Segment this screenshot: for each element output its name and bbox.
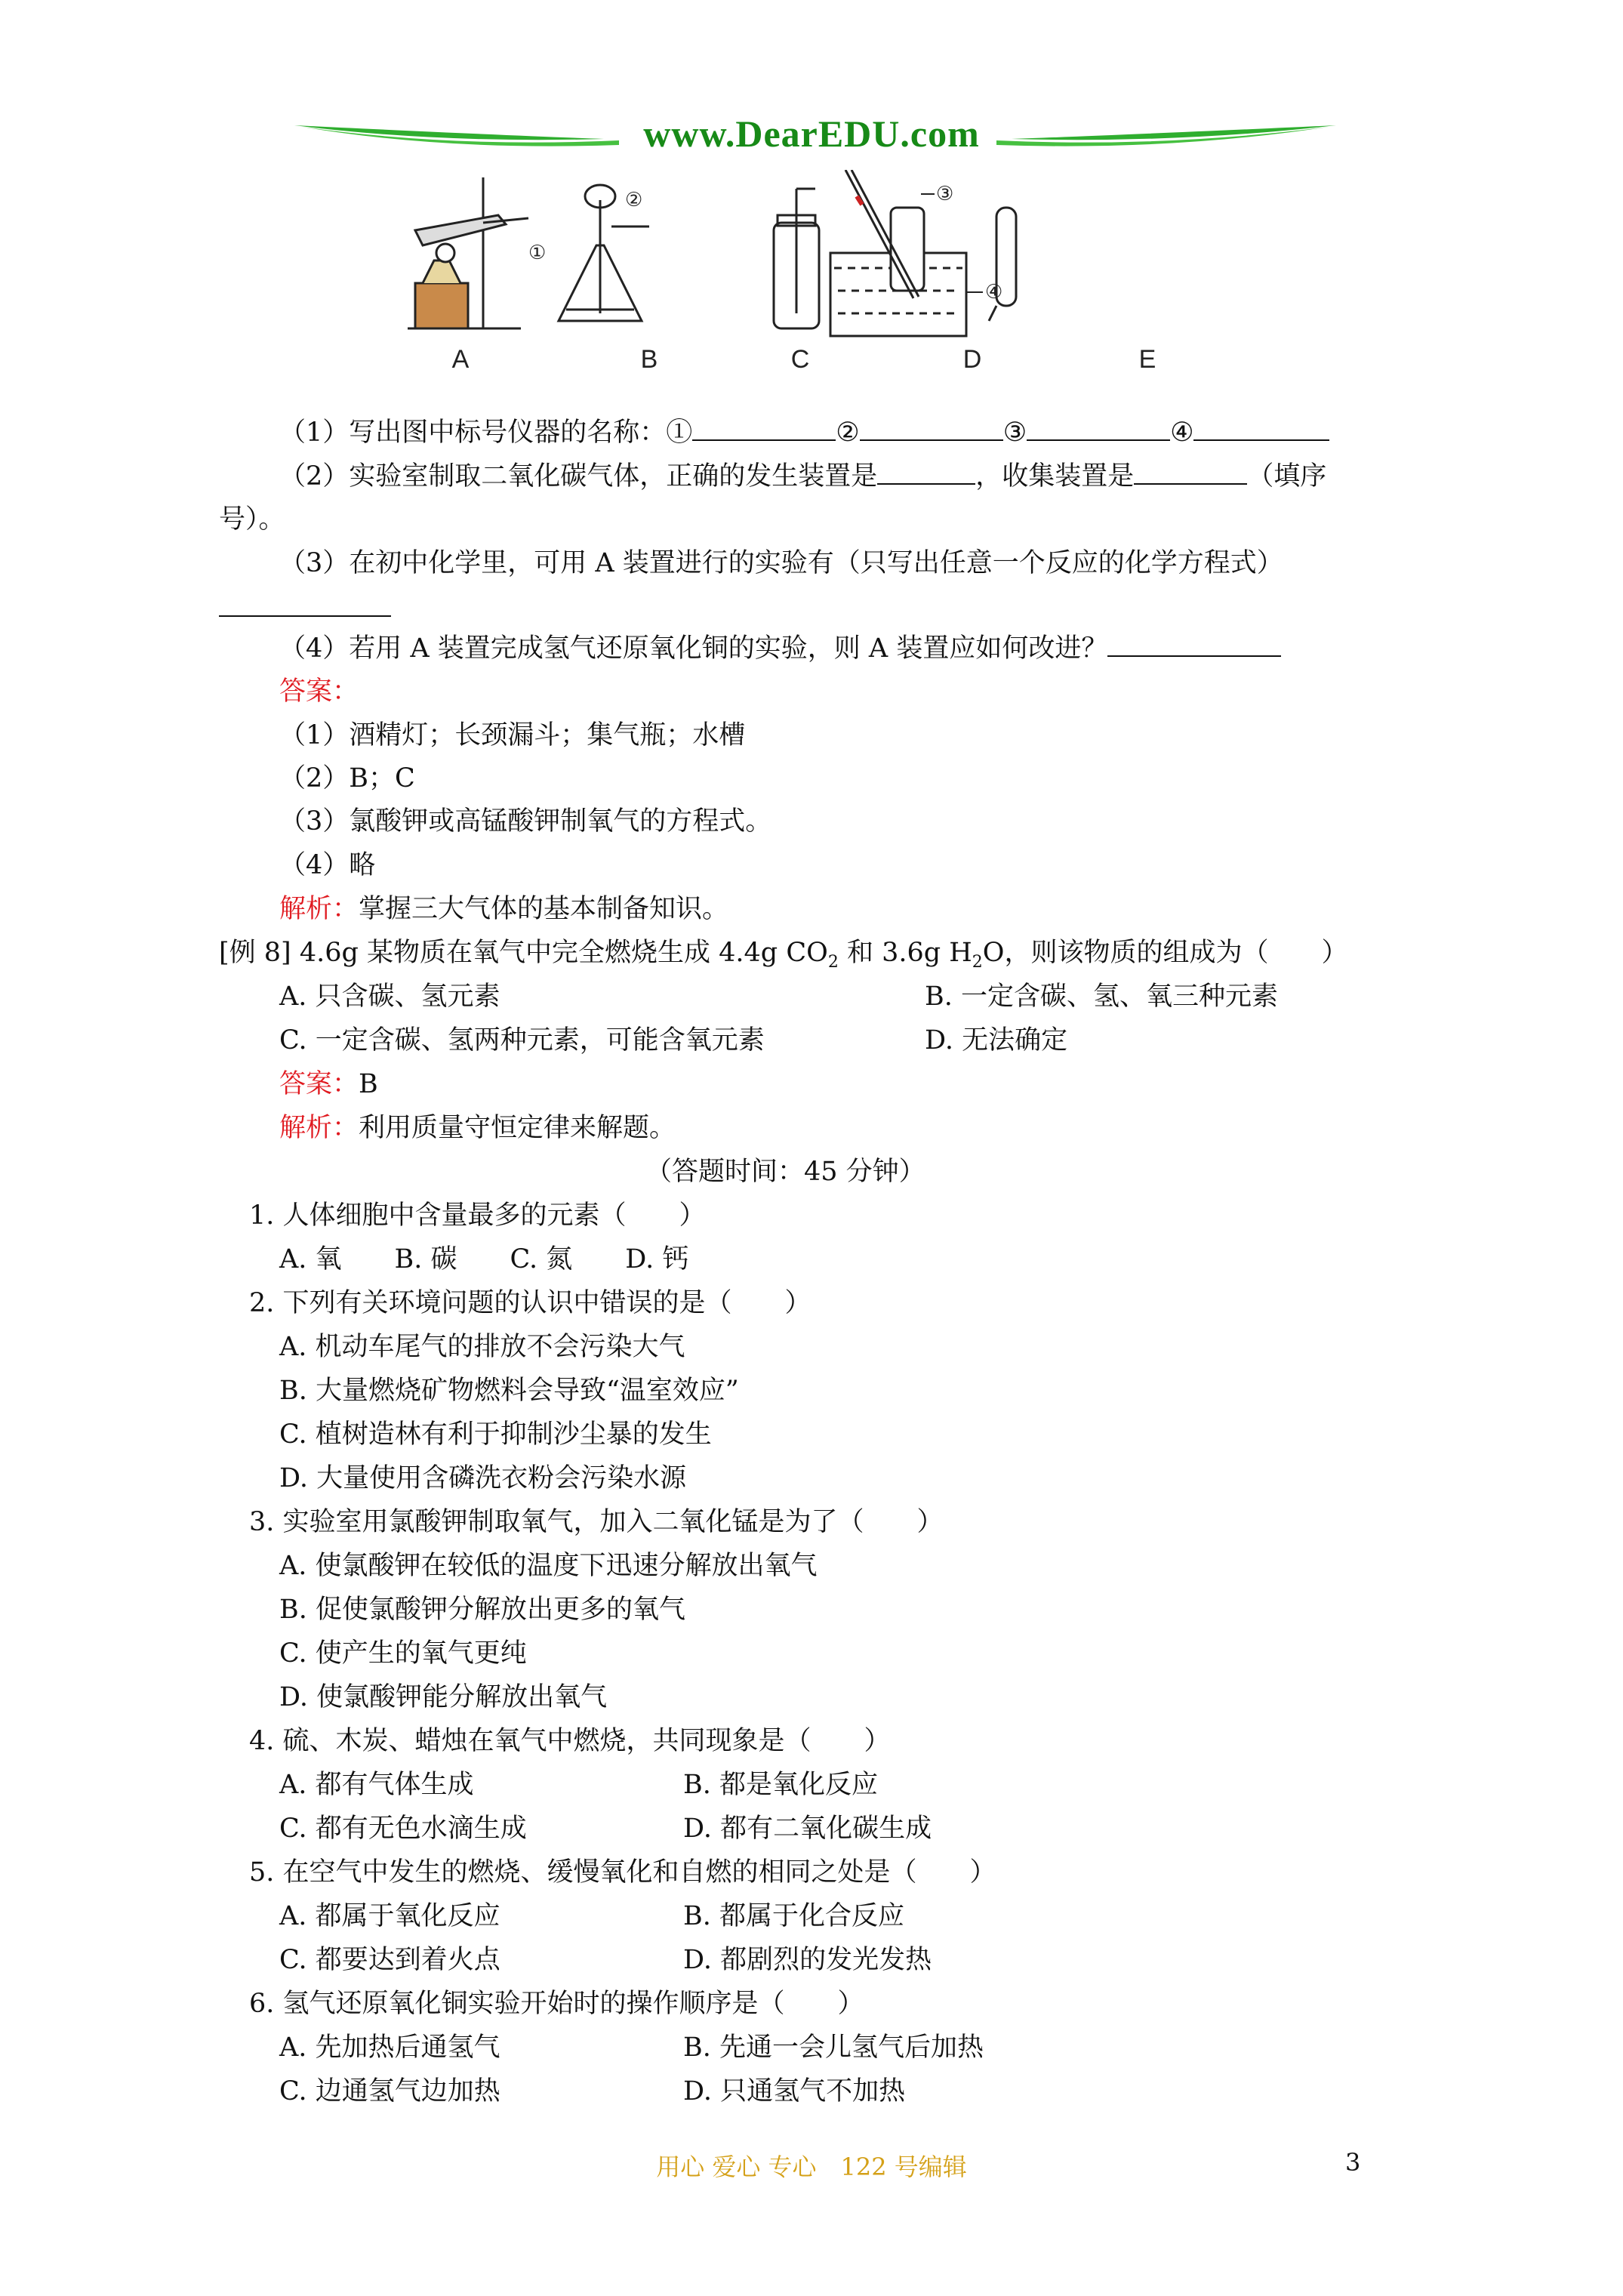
- answer-item-1: （1）酒精灯；长颈漏斗；集气瓶；水槽: [279, 720, 746, 750]
- exercise-6-option-d: D. 只通氢气不加热: [683, 2076, 906, 2106]
- answer-item-3: （3）氯酸钾或高锰酸钾制氧气的方程式。: [279, 806, 772, 837]
- label-B: B: [640, 345, 658, 374]
- exercise-2-option-d: D. 大量使用含磷洗衣粉会污染水源: [279, 1463, 687, 1493]
- example-8-option-b: B. 一定含碳、氢、氧三种元素: [925, 982, 1278, 1012]
- exercise-5-option-c: C. 都要达到着火点: [279, 1945, 500, 1975]
- exercise-1: 1. 人体细胞中含量最多的元素（ ）: [249, 1200, 706, 1231]
- example-8-answer: 答案：B: [279, 1069, 378, 1099]
- marker-3: ③: [936, 183, 954, 205]
- exercise-4-option-d: D. 都有二氧化碳生成: [683, 1814, 932, 1844]
- label-D: D: [962, 345, 982, 374]
- question-1: （1）写出图中标号仪器的名称：① ② ③ ④: [279, 414, 1329, 451]
- marker-4: ④: [985, 281, 1003, 304]
- exercise-3-option-b: B. 促使氯酸钾分解放出更多的氧气: [279, 1595, 685, 1625]
- answer-item-2: （2）B；C: [279, 763, 415, 794]
- exercise-6-option-c: C. 边通氢气边加热: [279, 2076, 500, 2106]
- footer-text: 用心 爱心 专心 122 号编辑: [656, 2153, 967, 2181]
- exercise-2-option-a: A. 机动车尾气的排放不会污染大气: [279, 1332, 685, 1362]
- question-3-blank: [219, 615, 391, 617]
- example-8-question: [例 8] 4.6g 某物质在氧气中完全燃烧生成 4.4g $CO_2$ 和 3.6g $H_2O$，则该物质的组成为（ ）: [219, 938, 1348, 972]
- question-2-line-2: 号）。: [219, 504, 285, 535]
- exercise-2-option-c: C. 植树造林有利于抑制沙尘暴的发生: [279, 1419, 712, 1450]
- exercise-5-option-a: A. 都属于氧化反应: [279, 1901, 500, 1931]
- exercise-4: 4. 硫、木炭、蜡烛在氧气中燃烧，共同现象是（ ）: [249, 1726, 891, 1756]
- exercise-4-option-b: B. 都是氧化反应: [683, 1770, 878, 1800]
- question-3-line-1: （3）在初中化学里，可用 A 装置进行的实验有（只写出任意一个反应的化学方程式）: [279, 548, 1283, 578]
- exercise-3-option-a: A. 使氯酸钾在较低的温度下迅速分解放出氧气: [279, 1551, 818, 1581]
- exercise-5-option-d: D. 都剧烈的发光发热: [683, 1945, 932, 1975]
- marker-1: ①: [528, 242, 547, 264]
- exercise-1-options: A. 氧 B. 碳 C. 氮 D. 钙: [279, 1244, 689, 1274]
- exercise-2-option-b: B. 大量燃烧矿物燃料会导致“温室效应”: [279, 1376, 739, 1406]
- timing-note: （答题时间：45 分钟）: [645, 1157, 925, 1187]
- exercise-3-option-d: D. 使氯酸钾能分解放出氧气: [279, 1682, 608, 1712]
- exercise-6-option-a: A. 先加热后通氢气: [279, 2032, 500, 2063]
- example-8-option-a: A. 只含碳、氢元素: [279, 982, 500, 1012]
- example-8-option-c: C. 一定含碳、氢两种元素，可能含氧元素: [279, 1025, 765, 1056]
- analysis-1: 解析：掌握三大气体的基本制备知识。: [279, 894, 729, 924]
- apparatus-figure: [393, 170, 1253, 381]
- exercise-6-option-b: B. 先通一会儿氢气后加热: [683, 2032, 984, 2063]
- answer-item-4: （4）略: [279, 850, 376, 880]
- exercise-4-option-a: A. 都有气体生成: [279, 1770, 474, 1800]
- question-2-line-1: （2）实验室制取二氧化碳气体，正确的发生装置是 ，收集装置是 （填序: [279, 458, 1326, 495]
- label-A: A: [451, 345, 470, 374]
- label-C: C: [790, 345, 810, 374]
- exercise-5: 5. 在空气中发生的燃烧、缓慢氧化和自燃的相同之处是（ ）: [249, 1857, 996, 1888]
- example-8-analysis: 解析：利用质量守恒定律来解题。: [279, 1113, 676, 1143]
- example-8-option-d: D. 无法确定: [925, 1025, 1068, 1056]
- exercise-6: 6. 氢气还原氧化铜实验开始时的操作顺序是（ ）: [249, 1989, 864, 2019]
- exercise-4-option-c: C. 都有无色水滴生成: [279, 1814, 527, 1844]
- page-number: 3: [1345, 2148, 1361, 2177]
- marker-2: ②: [625, 189, 643, 211]
- exercise-5-option-b: B. 都属于化合反应: [683, 1901, 904, 1931]
- site-logo-text: www.DearEDU.com: [643, 112, 980, 155]
- exercise-3-option-c: C. 使产生的氧气更纯: [279, 1638, 527, 1669]
- exercise-3: 3. 实验室用氯酸钾制取氧气，加入二氧化锰是为了（ ）: [249, 1507, 944, 1537]
- exercise-2: 2. 下列有关环境问题的认识中错误的是（ ）: [249, 1288, 812, 1318]
- question-4: （4）若用 A 装置完成氢气还原氧化铜的实验，则 A 装置应如何改进？: [279, 630, 1281, 667]
- label-E: E: [1138, 345, 1156, 374]
- answer-label-1: 答案：: [279, 676, 359, 707]
